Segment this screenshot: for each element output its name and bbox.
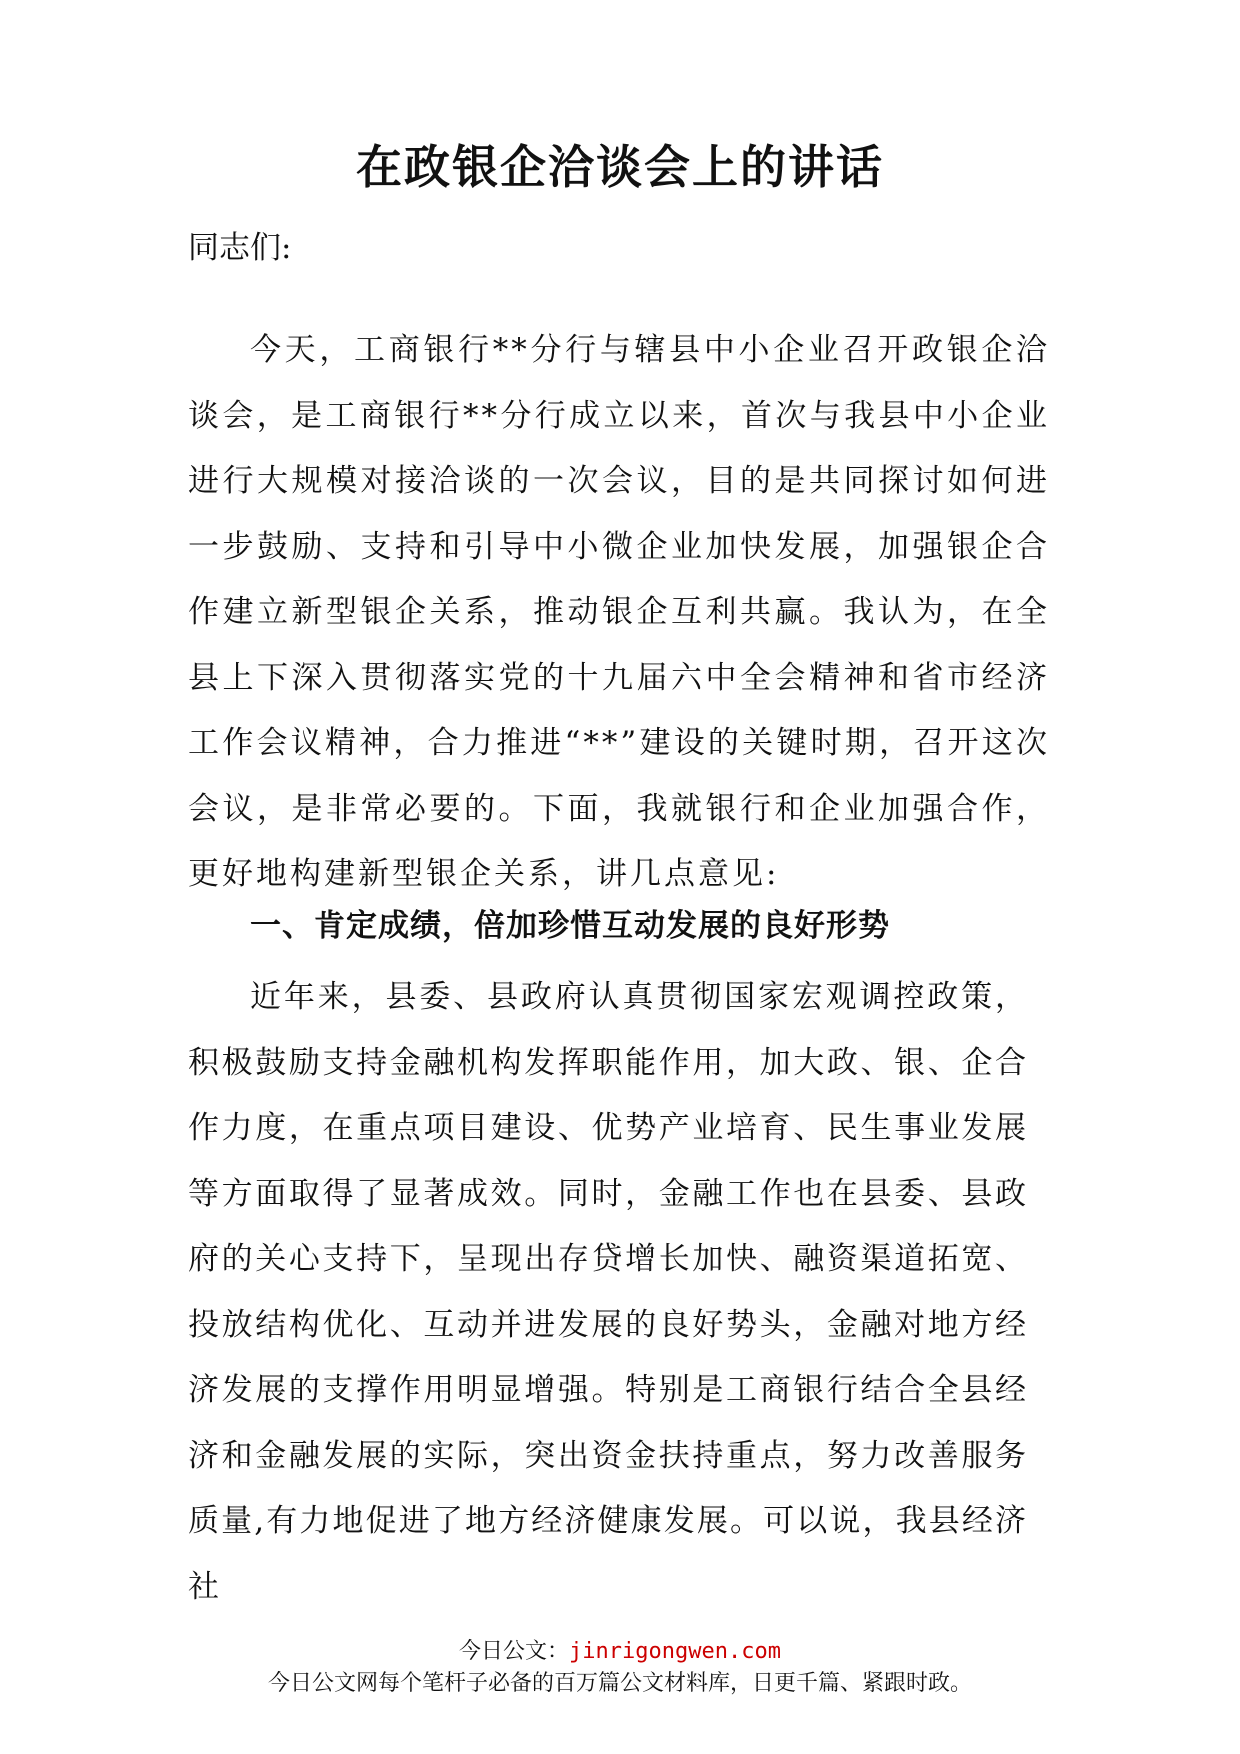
body-paragraph-1: 今天，工商银行**分行与辖县中小企业召开政银企洽谈会，是工商银行**分行成立以来，首次与我县中小企业进行大规模对接洽谈的一次会议，目的是共同探讨如何进一步鼓励、支持和引导中小微企业加快发展，加强银企合作建立新型银企关系，推动银企互利共赢。我认为，在全县上下深入贯彻落实党的十九届六中全会精神和省市经济工作会议精神，合力推进“**”建设的关键时期，召开这次会议，是非常必要的。下面，我就银行和企业加强合作，更好地构建新型银企关系，讲几点意见: bbox=[188, 332, 1050, 892]
salutation: 同志们: bbox=[188, 230, 292, 266]
section-heading-1: 一、肯定成绩，倍加珍惜互动发展的良好形势 bbox=[250, 908, 890, 944]
footer-label: 今日公文： bbox=[459, 1639, 570, 1664]
body-paragraph-2: 近年来，县委、县政府认真贯彻国家宏观调控政策，积极鼓励支持金融机构发挥职能作用，加大政、银、企合作力度，在重点项目建设、优势产业培育、民生事业发展等方面取得了显著成效。同时，金融工作也在县委、县政府的关心支持下，呈现出存贷增长加快、融资渠道拓宽、投放结构优化、互动并进发展的良好势头，金融对地方经济发展的支撑作用明显增强。特别是工商银行结合全县经济和金融发展的实际，突出资金扶持重点，努力改善服务质量,有力地促进了地方经济健康发展。可以说，我县经济社 bbox=[188, 979, 1028, 1605]
page-title: 在政银企洽谈会上的讲话 bbox=[356, 140, 884, 194]
footer-source-line bbox=[0, 1636, 1240, 1668]
footer-tagline: 今日公文网每个笔杆子必备的百万篇公文材料库，日更千篇、紧跟时政。 bbox=[267, 1671, 972, 1696]
page-footer bbox=[0, 1636, 1240, 1700]
footer-url-link[interactable]: jinrigongwen.com bbox=[569, 1639, 781, 1664]
